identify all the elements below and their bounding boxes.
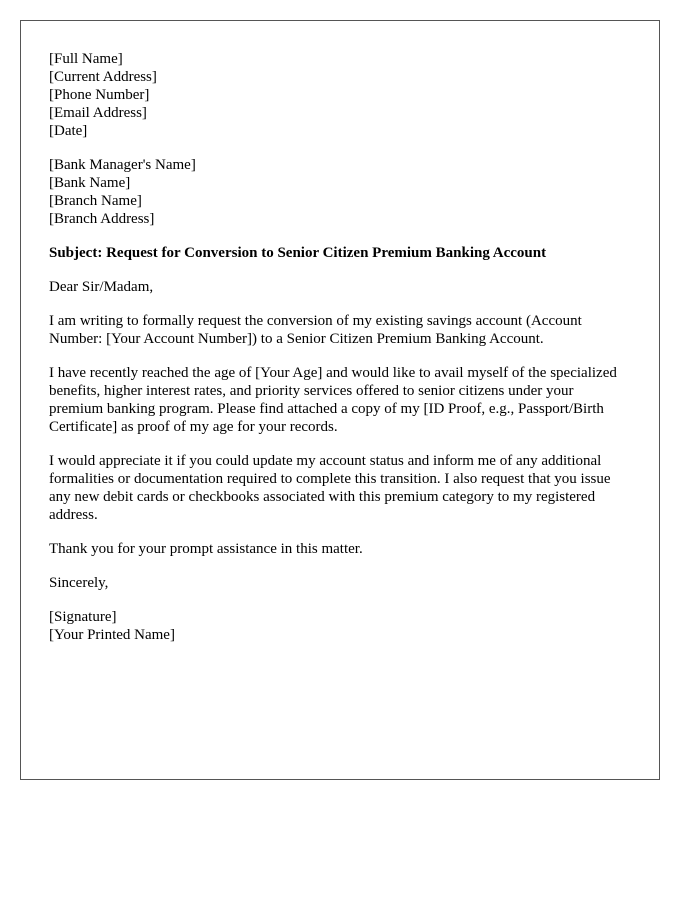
salutation: Dear Sir/Madam,: [49, 279, 154, 295]
recipient-branch-address: [Branch Address]: [49, 211, 155, 227]
printed-name: [Your Printed Name]: [49, 627, 175, 643]
letter-date: [Date]: [49, 123, 88, 139]
sender-block: [49, 50, 631, 140]
recipient-block: [49, 156, 631, 228]
body-paragraph-3: I would appreciate it if you could update my account status and inform me of any additional formalities or documentation required to complete this transition. I also request that you issue any new debit cards or checkbooks associated with this premium category to my registered address.: [49, 453, 611, 523]
recipient-branch-name: [Branch Name]: [49, 193, 142, 209]
closing: Sincerely,: [49, 575, 109, 591]
letter-page: [20, 20, 660, 780]
signature-placeholder: [Signature]: [49, 609, 117, 625]
sender-phone-number: [Phone Number]: [49, 87, 150, 103]
recipient-bank-name: [Bank Name]: [49, 175, 131, 191]
sender-full-name: [Full Name]: [49, 51, 123, 67]
signature-block: [49, 608, 631, 644]
sender-email-address: [Email Address]: [49, 105, 147, 121]
recipient-manager-name: [Bank Manager's Name]: [49, 157, 196, 173]
subject-line: Subject: Request for Conversion to Senior Citizen Premium Banking Account: [49, 245, 547, 261]
body-paragraph-1: I am writing to formally request the conversion of my existing savings account (Account Number: [Your Account Number]) to a Senior Citizen Premium Banking Account.: [49, 313, 582, 347]
body-paragraph-2: I have recently reached the age of [Your Age] and would like to avail myself of the specialized benefits, higher interest rates, and priority services offered to senior citizens under your premium banking program. Please find attached a copy of my [ID Proof, e.g., Passport/Birth Certificate] as proof of my age for your records.: [49, 365, 617, 435]
body-paragraph-4: Thank you for your prompt assistance in this matter.: [49, 541, 363, 557]
sender-current-address: [Current Address]: [49, 69, 157, 85]
